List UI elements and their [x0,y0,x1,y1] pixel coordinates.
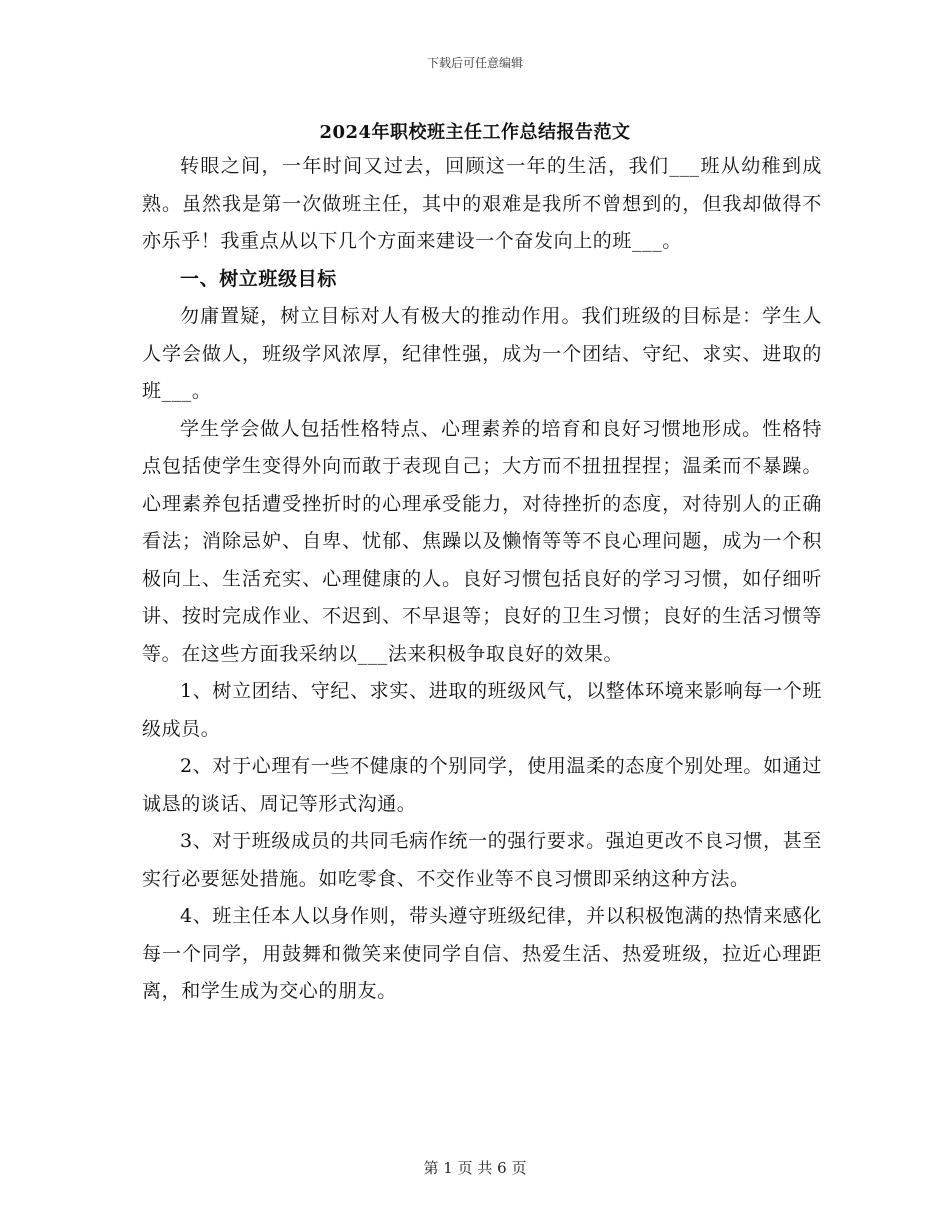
document-body [142,148,822,1011]
list-item-2: 2、对于心理有一些不健康的个别同学，使用温柔的态度个别处理。如通过诚恳的谈话、周记等形式沟通。 [142,755,822,815]
paragraph-character: 学生学会做人包括性格特点、心理素养的培育和良好习惯地形成。性格特点包括使学生变得外向而敢于表现自己；大方而不扭扭捏捏；温柔而不暴躁。心理素养包括遭受挫折时的心理承受能力，对待挫折的态度，对待别人的正确看法；消除忌妒、自卑、忧郁、焦躁以及懒惰等等不良心理问题，成为一个积极向上、生活充实、心理健康的人。良好习惯包括良好的学习习惯，如仔细听讲、按时完成作业、不迟到、不早退等；良好的卫生习惯；良好的生活习惯等等。在这些方面我采纳以___法来积极争取良好的效果。 [142,417,822,665]
list-item-1: 1、树立团结、守纪、求实、进取的班级风气，以整体环境来影响每一个班级成员。 [142,680,822,740]
section-heading-1: 一、树立班级目标 [180,267,337,290]
document-title: 2024年职校班主任工作总结报告范文 [319,122,631,143]
header-note: 下载后可任意编辑 [426,56,523,70]
paragraph-intro: 转眼之间，一年时间又过去，回顾这一年的生活，我们___班从幼稚到成熟。虽然我是第一次做班主任，其中的艰难是我所不曾想到的，但我却做得不亦乐乎！我重点从以下几个方面来建设一个奋发向上的班___。 [142,155,822,252]
page-number: 第 1 页 共 6 页 [423,1159,527,1177]
list-item-3: 3、对于班级成员的共同毛病作统一的强行要求。强迫更改不良习惯，甚至实行必要惩处措施。如吃零食、不交作业等不良习惯即采纳这种方法。 [142,830,822,890]
list-item-4: 4、班主任本人以身作则，带头遵守班级纪律，并以积极饱满的热情来感化每一个同学，用鼓舞和微笑来使同学自信、热爱生活、热爱班级，拉近心理距离，和学生成为交心的朋友。 [142,905,822,1002]
paragraph-goal: 勿庸置疑，树立目标对人有极大的推动作用。我们班级的目标是：学生人人学会做人，班级学风浓厚，纪律性强，成为一个团结、守纪、求实、进取的班___。 [142,305,822,402]
